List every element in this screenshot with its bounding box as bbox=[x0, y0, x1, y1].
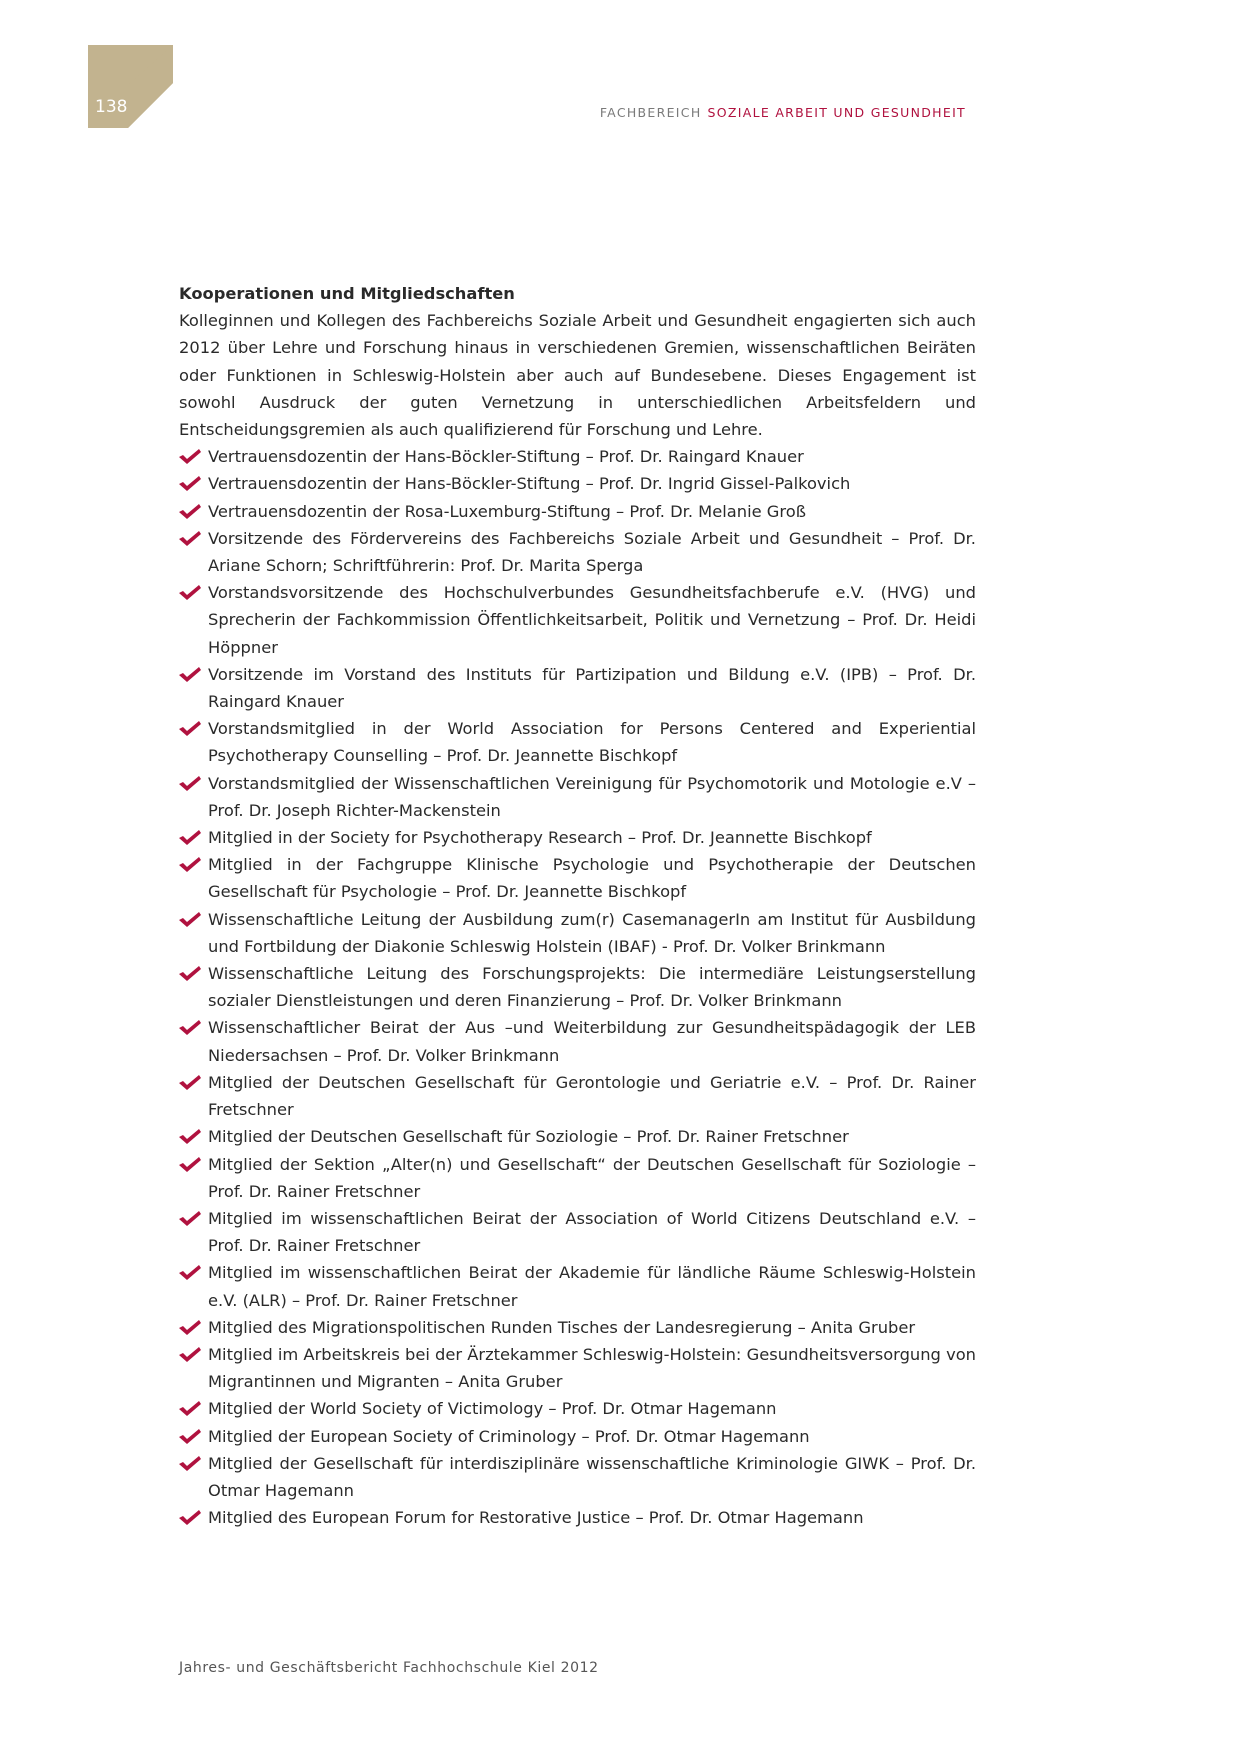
list-item bbox=[179, 525, 976, 579]
list-item-text: Vorsitzende im Vorstand des Instituts für Partizipation und Bildung e.V. (IPB) – Prof. Dr. Raingard Knauer bbox=[208, 664, 976, 712]
list-item bbox=[179, 1423, 976, 1450]
list-item-text: Vorstandsmitglied der Wissenschaftlichen Vereinigung für Psychomotorik und Motologie e.V – Prof. Dr. Joseph Richter-Mackenstein bbox=[208, 773, 976, 820]
checkmark-icon bbox=[179, 1020, 201, 1035]
list-item-text: Mitglied der Deutschen Gesellschaft für Gerontologie und Geriatrie e.V. – Prof. Dr. Rainer Fretschner bbox=[208, 1072, 976, 1120]
checkmark-icon bbox=[179, 830, 201, 845]
checkmark-icon bbox=[179, 1347, 201, 1362]
checkmark-icon bbox=[179, 1211, 201, 1226]
membership-list bbox=[179, 443, 976, 1531]
checkmark-icon bbox=[179, 1429, 201, 1444]
list-item-text: Mitglied der European Society of Criminology – Prof. Dr. Otmar Hagemann bbox=[208, 1426, 810, 1446]
checkmark-icon bbox=[179, 1129, 201, 1144]
checkmark-icon bbox=[179, 857, 201, 872]
running-head-section: SOZIALE ARBEIT UND GESUNDHEIT bbox=[707, 105, 966, 120]
list-item bbox=[179, 715, 976, 769]
list-item bbox=[179, 443, 976, 470]
list-item bbox=[179, 770, 976, 824]
list-item-text: Mitglied im wissenschaftlichen Beirat der Akademie für ländliche Räume Schleswig-Holstein e.V. (ALR) – Prof. Dr. Rainer Fretschner bbox=[208, 1263, 976, 1310]
list-item bbox=[179, 906, 976, 960]
list-item bbox=[179, 1341, 976, 1395]
checkmark-icon bbox=[179, 1157, 201, 1172]
checkmark-icon bbox=[179, 721, 201, 736]
checkmark-icon bbox=[179, 912, 201, 927]
main-content bbox=[179, 280, 976, 1531]
checkmark-icon bbox=[179, 1510, 201, 1525]
checkmark-icon bbox=[179, 966, 201, 981]
list-item-text: Vorstandsmitglied in der World Association for Persons Centered and Experiential Psychotherapy Counselling – Prof. Dr. Jeannette Bischkopf bbox=[208, 719, 976, 766]
list-item-text: Mitglied der Sektion „Alter(n) und Gesellschaft“ der Deutschen Gesellschaft für Soziologie – Prof. Dr. Rainer Fretschner bbox=[208, 1154, 976, 1201]
list-item-text: Wissenschaftliche Leitung der Ausbildung zum(r) CasemanagerIn am Institut für Ausbildung und Fortbildung der Diakonie Schleswig Holstein (IBAF) - Prof. Dr. Volker Brinkmann bbox=[208, 909, 976, 956]
list-item bbox=[179, 579, 976, 661]
checkmark-icon bbox=[179, 1075, 201, 1090]
checkmark-icon bbox=[179, 531, 201, 546]
list-item bbox=[179, 1123, 976, 1150]
list-item bbox=[179, 1314, 976, 1341]
list-item-text: Mitglied der World Society of Victimology – Prof. Dr. Otmar Hagemann bbox=[208, 1399, 777, 1419]
checkmark-icon bbox=[179, 504, 201, 519]
list-item-text: Wissenschaftliche Leitung des Forschungsprojekts: Die intermediäre Leistungserstellung sozialer Dienstleistungen und deren Finanzierung – Prof. Dr. Volker Brinkmann bbox=[208, 964, 976, 1011]
list-item bbox=[179, 661, 976, 715]
list-item-text: Vertrauensdozentin der Hans-Böckler-Stiftung – Prof. Dr. Ingrid Gissel-Palkovich bbox=[208, 474, 851, 494]
list-item bbox=[179, 960, 976, 1014]
checkmark-icon bbox=[179, 585, 201, 600]
list-item bbox=[179, 1395, 976, 1422]
list-item bbox=[179, 1259, 976, 1313]
list-item-text: Mitglied in der Fachgruppe Klinische Psychologie und Psychotherapie der Deutschen Gesellschaft für Psychologie – Prof. Dr. Jeannette Bischkopf bbox=[208, 855, 976, 902]
checkmark-icon bbox=[179, 476, 201, 491]
page-number: 138 bbox=[95, 97, 128, 117]
list-item-text: Vorsitzende des Fördervereins des Fachbereichs Soziale Arbeit und Gesundheit – Prof. Dr. Ariane Schorn; Schriftführerin: Prof. Dr. Marita Sperga bbox=[208, 528, 976, 576]
list-item-text: Mitglied im wissenschaftlichen Beirat der Association of World Citizens Deutschland e.V. – Prof. Dr. Rainer Fretschner bbox=[208, 1208, 976, 1256]
list-item bbox=[179, 498, 976, 525]
list-item bbox=[179, 851, 976, 905]
list-item-text: Mitglied des Migrationspolitischen Runden Tisches der Landesregierung – Anita Gruber bbox=[208, 1317, 916, 1337]
list-item bbox=[179, 1450, 976, 1504]
section-heading: Kooperationen und Mitgliedschaften bbox=[179, 284, 515, 303]
list-item bbox=[179, 1151, 976, 1205]
checkmark-icon bbox=[179, 1401, 201, 1416]
list-item bbox=[179, 470, 976, 497]
running-head-prefix: FACHBEREICH bbox=[599, 105, 702, 120]
list-item bbox=[179, 824, 976, 851]
list-item-text: Vertrauensdozentin der Hans-Böckler-Stiftung – Prof. Dr. Raingard Knauer bbox=[208, 447, 804, 467]
list-item-text: Mitglied des European Forum for Restorative Justice – Prof. Dr. Otmar Hagemann bbox=[208, 1508, 864, 1528]
list-item-text: Vorstandsvorsitzende des Hochschulverbundes Gesundheitsfachberufe e.V. (HVG) und Sprecherin der Fachkommission Öffentlichkeitsarbeit, Politik und Vernetzung – Prof. Dr. Heidi Höppner bbox=[208, 583, 976, 657]
list-item-text: Mitglied der Deutschen Gesellschaft für Soziologie – Prof. Dr. Rainer Fretschner bbox=[208, 1127, 849, 1147]
list-item-text: Wissenschaftlicher Beirat der Aus –und Weiterbildung zur Gesundheitspädagogik der LEB Niedersachsen – Prof. Dr. Volker Brinkmann bbox=[208, 1018, 976, 1065]
list-item-text: Vertrauensdozentin der Rosa-Luxemburg-Stiftung – Prof. Dr. Melanie Groß bbox=[208, 501, 806, 521]
checkmark-icon bbox=[179, 667, 201, 682]
page-footer: Jahres- und Geschäftsbericht Fachhochschule Kiel 2012 bbox=[179, 1660, 599, 1676]
list-item-text: Mitglied in der Society for Psychotherapy Research – Prof. Dr. Jeannette Bischkopf bbox=[208, 828, 872, 848]
checkmark-icon bbox=[179, 1456, 201, 1471]
running-head bbox=[600, 105, 966, 120]
checkmark-icon bbox=[179, 449, 201, 464]
list-item bbox=[179, 1205, 976, 1259]
checkmark-icon bbox=[179, 776, 201, 791]
intro-paragraph: Kolleginnen und Kollegen des Fachbereichs Soziale Arbeit und Gesundheit engagierten sich auch 2012 über Lehre und Forschung hinaus in verschiedenen Gremien, wissenschaftlichen Beiräten oder Funktionen in Schleswig-Holstein aber auch auf Bundesebene. Dieses Engagement ist sowohl Ausdruck der guten Vernetzung in unterschiedlichen Arbeitsfeldern und Entscheidungsgremien als auch qualifizierend für Forschung und Lehre. bbox=[179, 311, 976, 440]
list-item bbox=[179, 1504, 976, 1531]
list-item bbox=[179, 1069, 976, 1123]
checkmark-icon bbox=[179, 1265, 201, 1280]
list-item-text: Mitglied der Gesellschaft für interdisziplinäre wissenschaftliche Kriminologie GIWK – Prof. Dr. Otmar Hagemann bbox=[208, 1453, 976, 1500]
list-item bbox=[179, 1014, 976, 1068]
list-item-text: Mitglied im Arbeitskreis bei der Ärztekammer Schleswig-Holstein: Gesundheitsversorgung von Migrantinnen und Migranten – Anita Gruber bbox=[208, 1344, 976, 1392]
checkmark-icon bbox=[179, 1320, 201, 1335]
